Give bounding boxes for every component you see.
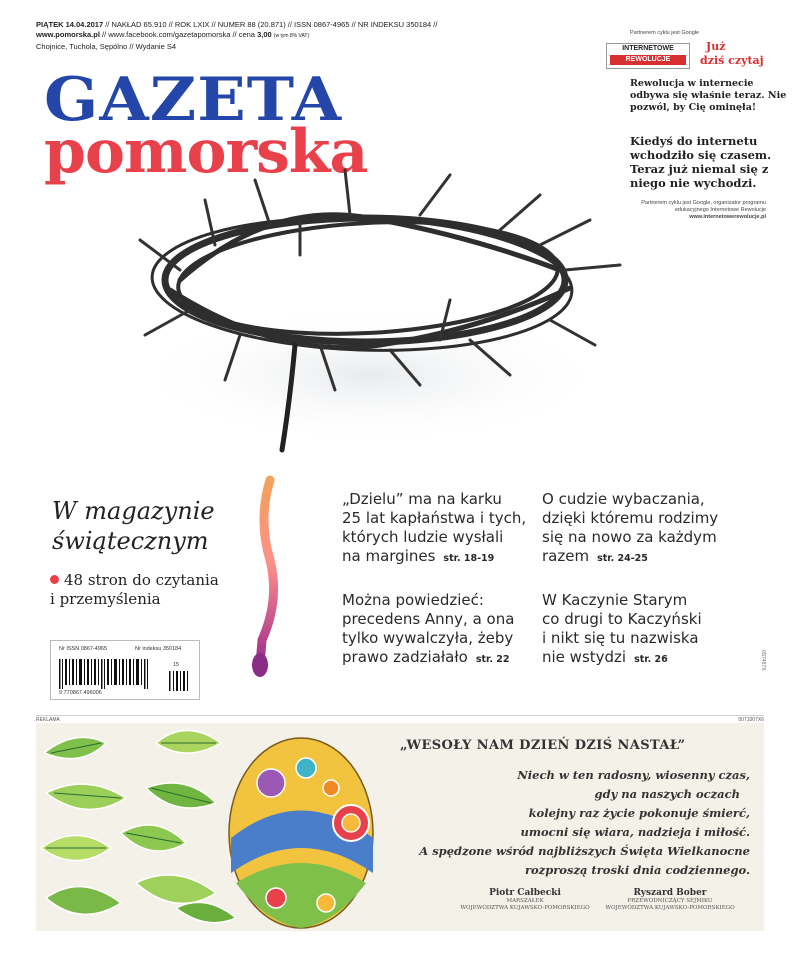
magazine-sub-line2: i przemyślenia [50,590,161,608]
ad-line: gdy na naszych oczach [594,787,740,801]
ad-label-right: 0071007X6 [738,717,764,723]
barcode-issue-code: 15 [173,662,180,668]
magazine-subtitle [50,571,219,609]
issue-details: // NAKŁAD 65.910 // ROK LXIX // NUMER 88 (20.871) // ISSN 0867-4965 // NR INDEKSU 350184 // [103,20,438,29]
logo-gazeta: GAZETA [44,65,343,135]
barcode-addon-icon [169,671,193,691]
barcode-index: Nr indeksu 350184 [135,646,182,652]
promo-text-internet: Kiedyś do internetu wchodziło się czasem. Teraz już niemal się z niego nie wychodzi. [630,134,772,190]
story-page-ref: str. 22 [475,654,510,665]
story-kaczyn[interactable] [542,591,772,669]
magazine-sub-line1: 48 stron do czytania [64,571,219,589]
ad-line: kolejny raz życie pokonuje śmierć, [528,806,750,820]
magazine-title [52,496,215,556]
signer-1 [455,888,595,912]
section-divider [36,715,764,716]
story-line: W Kaczynie Starym [542,591,688,609]
ad-line: rozproszą troski dnia codziennego. [524,863,750,877]
promo-footer-url[interactable]: www.internetowerewolucje.pl [689,214,766,220]
magazine-title-line2: świątecznym [52,527,209,555]
promo-logo-line2: REWOLUCJE [610,55,686,65]
story-page-ref: str. 26 [634,654,668,665]
story-line: nie wstydzi [542,648,627,666]
story-wybaczanie[interactable] [542,490,772,568]
story-line: prawo zadziałało [342,648,468,666]
story-line: i nikt się tu nazwiska [542,629,699,647]
story-line: co drugi to Kaczyński [542,610,702,628]
ad-line: Niech w ten radosny, wiosenny czas, [517,768,750,782]
signer-role: WOJEWÓDZTWA KUJAWSKO-POMORSKIEGO [460,905,590,911]
promo-now-reading [700,40,764,68]
story-line: 25 lat kapłaństwa i tych, [342,509,527,527]
issue-date: PIĄTEK 14.04.2017 [36,20,104,29]
signer-role: PRZEWODNICZĄCY SEJMIKU [627,898,713,904]
signer-name: Ryszard Bober [633,888,707,898]
ad-line: umocni się wiara, nadzieja i miłość. [520,825,750,839]
promo-partner-note: Partnerem cyklu jest Google [630,30,700,36]
ad-label-left: REKLAMA [36,717,60,723]
story-page-ref: str. 18-19 [443,553,495,564]
story-line: precedens Anny, a ona [342,610,515,628]
story-line: „Dzielu” ma na karku [342,490,502,508]
vat-note: (w tym 8% VAT) [273,33,310,39]
story-line: razem [542,547,590,565]
story-page-ref: str. 24-25 [597,553,648,564]
barcode-box [50,640,200,700]
barcode-issn: Nr ISSN 0867-4965 [59,646,107,652]
ad-line: A spędzone wśród najbliższych Święta Wielkanocne [419,844,750,858]
barcode-digits: 9 770867 496006 [59,690,102,696]
promo-now-line2: dziś czytaj [700,54,764,67]
signer-2 [600,888,740,912]
social-links: // www.facebook.com/gazetapomorska // cena [99,30,258,39]
story-dzielu[interactable] [342,490,532,568]
story-line: których ludzie wysłali [342,528,504,546]
signer-role: MARSZAŁEK [506,898,544,904]
signer-name: Piotr Całbecki [489,888,561,898]
site-url-link[interactable]: www.pomorska.pl [36,30,100,39]
side-code: 0S7457X [760,650,766,671]
story-line: Można powiedzieć: [342,591,484,609]
logo-pomorska: pomorska [44,117,368,187]
issue-meta-line [36,20,437,30]
ad-title: „WESOŁY NAM DZIEŃ DZIŚ NASTAŁ” [400,738,686,753]
story-line: się na nowo za każdym [542,528,717,546]
barcode-icon [59,659,163,689]
story-line: tylko wywalczyła, żeby [342,629,514,647]
story-line: na margines [342,547,436,565]
site-meta-line [36,30,309,41]
price: 3,00 [257,30,272,39]
promo-logo-line1: INTERNETOWE [622,45,674,52]
internetowe-rewolucje-logo[interactable] [606,43,690,69]
story-line: dzięki któremu rodzimy [542,509,719,527]
promo-footer-text: Partnerem cyklu jest Google, organizator programu edukacyjnego Internetowe Rewolucje [641,200,766,213]
story-line: O cudzie wybaczania, [542,490,705,508]
bullet-dot [50,575,59,584]
edition-line: Chojnice, Tuchola, Sępólno // Wydanie S4 [36,42,177,51]
promo-text-revolution: Rewolucja w internecie odbywa się właśnie teraz. Nie pozwól, by Cię ominęła! [630,78,787,113]
magazine-title-line1: W magazynie [52,497,215,525]
promo-now-line1: Już [706,40,726,53]
story-precedens[interactable] [342,591,532,669]
signer-role: WOJEWÓDZTWA KUJAWSKO-POMORSKIEGO [605,905,735,911]
easter-egg-illustration [36,723,386,931]
